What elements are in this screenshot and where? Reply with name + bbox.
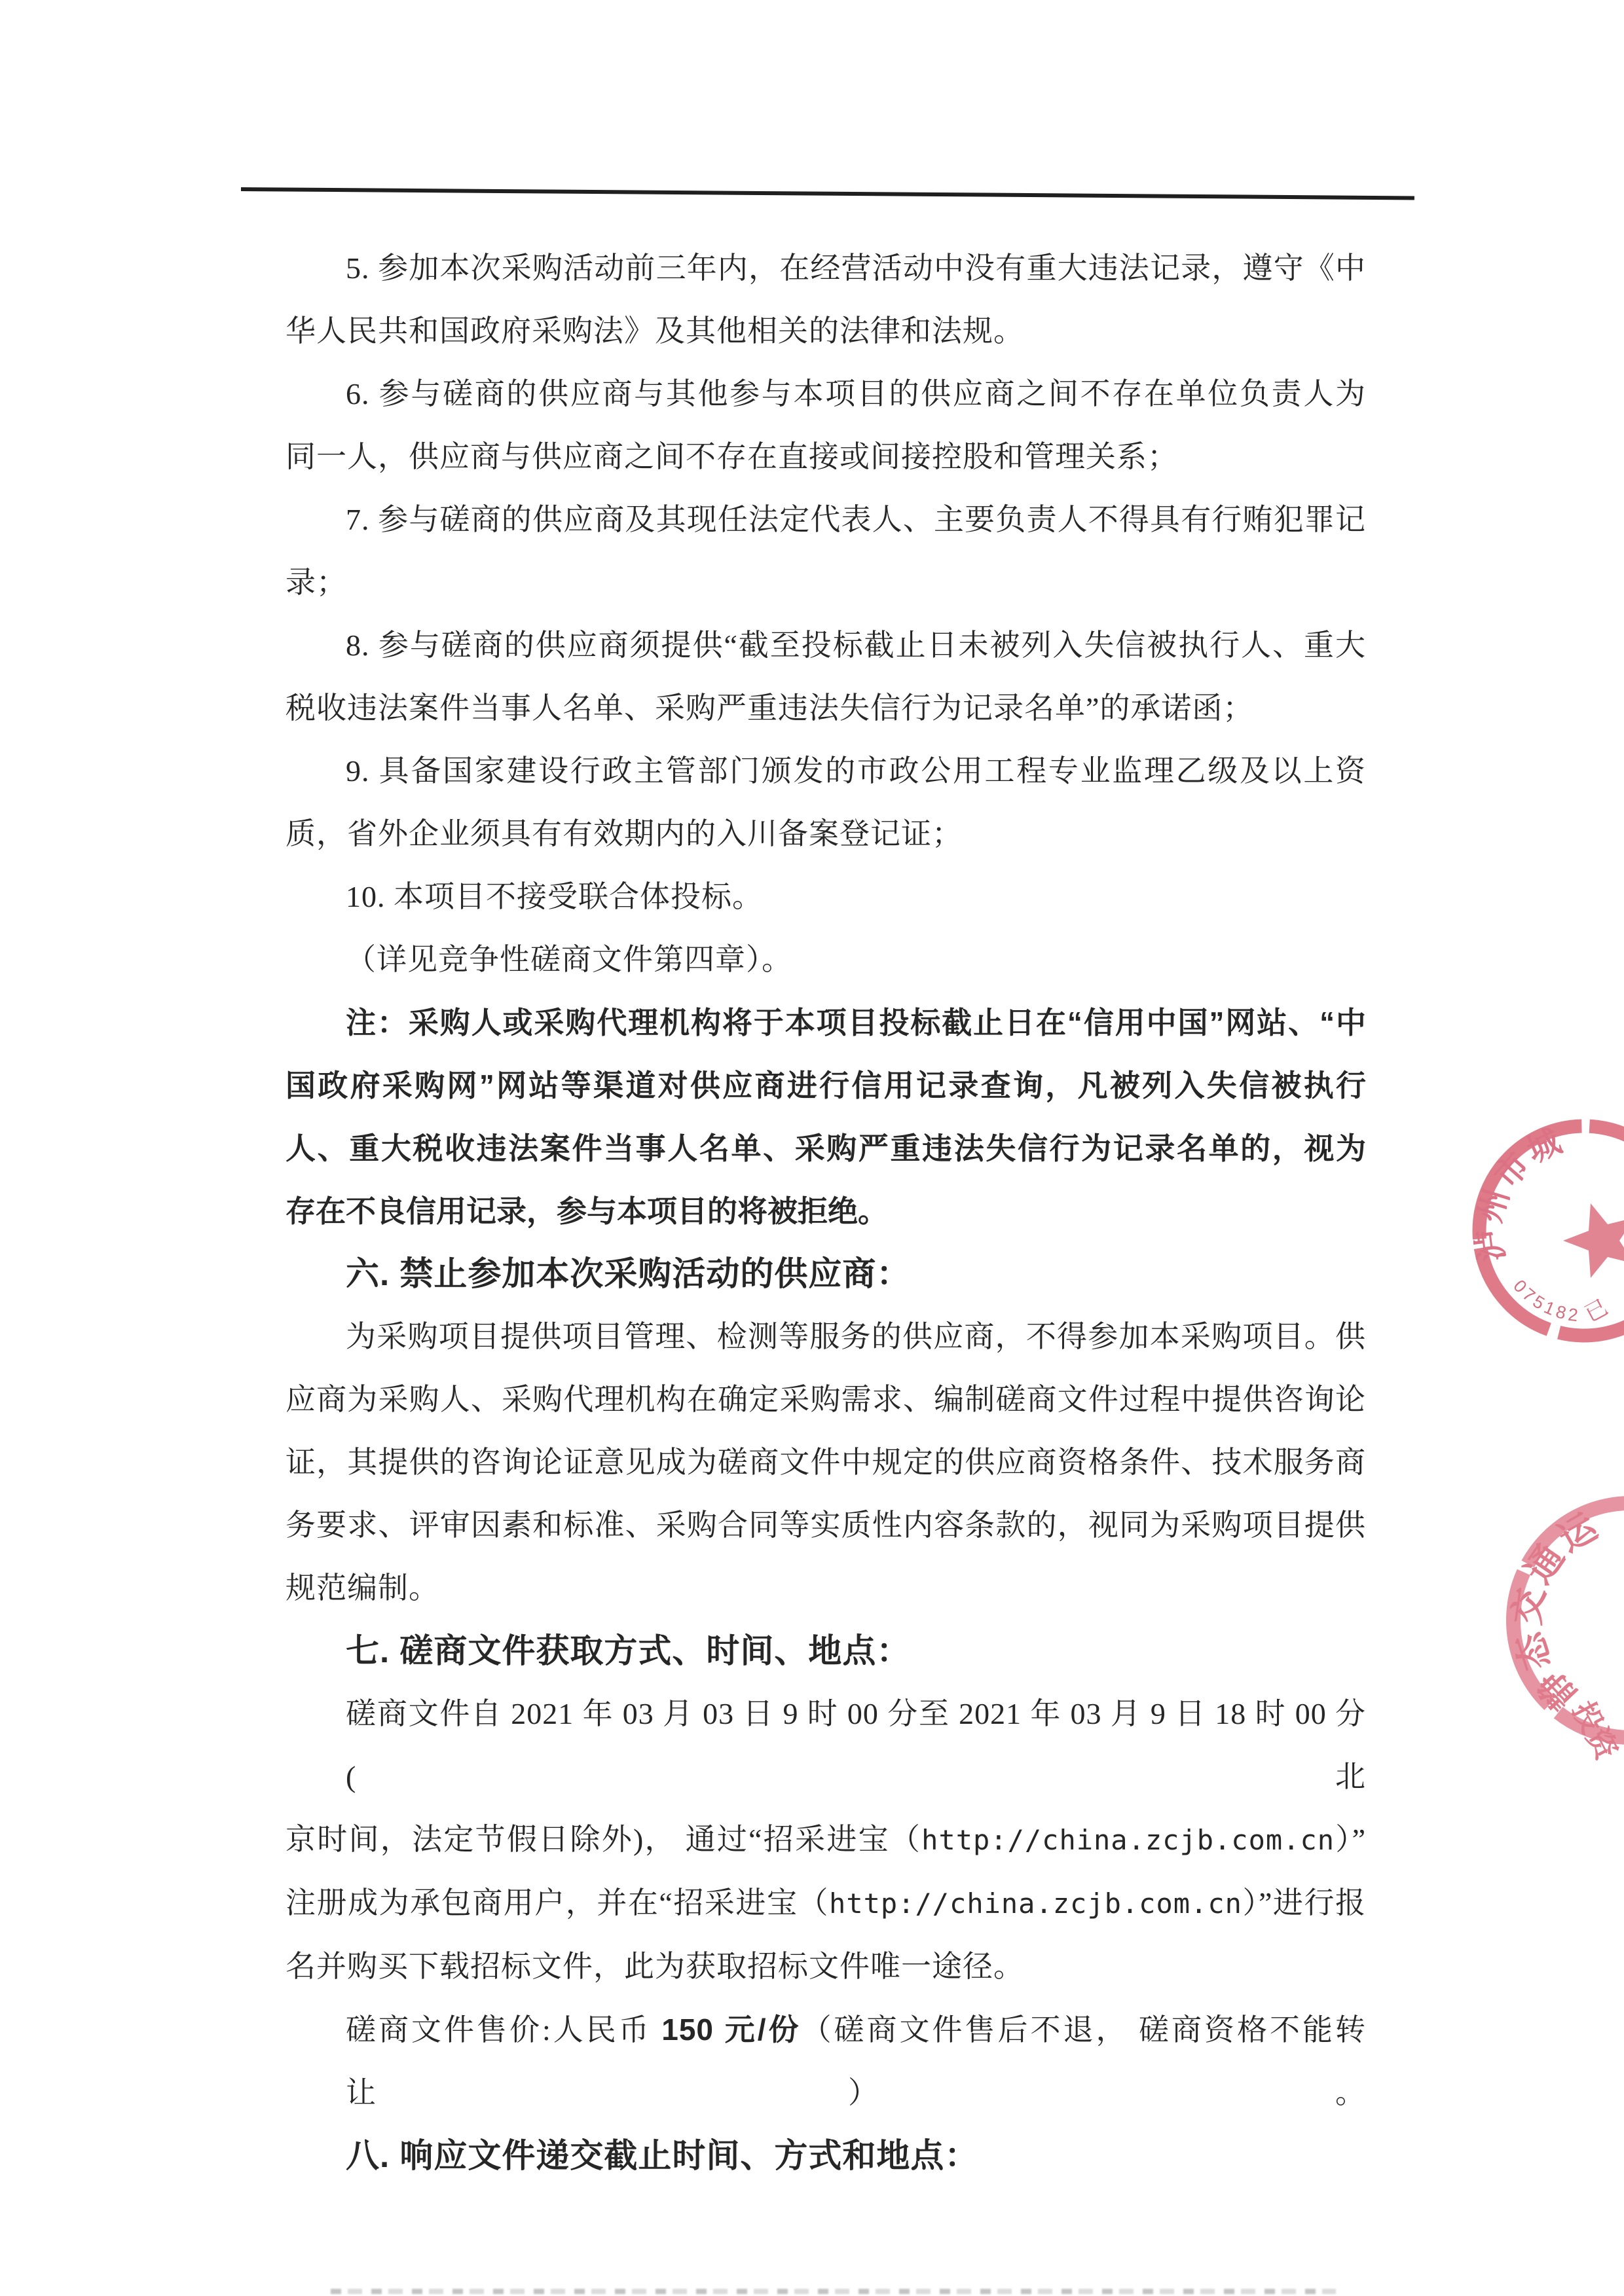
text-line: 5. 参加本次采购活动前三年内，在经营活动中没有重大违法记录，遵守《中 xyxy=(346,251,1366,285)
section-heading: 七. 磋商文件获取方式、时间、地点： xyxy=(346,1632,911,1669)
stamp-arc-text: 泸州市城 xyxy=(1469,1121,1569,1264)
text-line: 10. 本项目不接受联合体投标。 xyxy=(346,880,763,913)
text-line: 国政府采购网”网站等渠道对供应商进行信用记录查询，凡被列入失信被执行 xyxy=(286,1068,1366,1102)
stamp-arc-text: 静态交通运 xyxy=(1505,1504,1607,1718)
url-text: http://china.zcjb.com.cn xyxy=(829,1887,1242,1920)
stamp-ring xyxy=(1479,1126,1624,1336)
stamp-mark-glyph: 已 xyxy=(1580,1294,1612,1328)
stamp-serial-number: 075182 xyxy=(1509,1276,1583,1326)
text-segment: 注册成为承包商用户，并在“招采进宝（ xyxy=(286,1886,830,1920)
text-segment: ）”进行报 xyxy=(1242,1886,1366,1920)
text-line: 名并购买下载招标文件，此为获取招标文件唯一途径。 xyxy=(286,1950,1024,1983)
header-separator-line xyxy=(241,187,1414,200)
text-segment: 150 元/份 xyxy=(661,2013,802,2047)
text-line xyxy=(286,1872,1366,1935)
text-line xyxy=(286,1998,1366,2124)
text-line: 8. 参与磋商的供应商须提供“截至投标截止日未被列入失信被执行人、重大 xyxy=(346,629,1366,662)
stamp-ring xyxy=(1513,1503,1624,1738)
text-line: 注：采购人或采购代理机构将于本项目投标截止日在“信用中国”网站、“中 xyxy=(346,1006,1366,1040)
text-line: 同一人，供应商与供应商之间不存在直接或间接控股和管理关系； xyxy=(286,440,1178,473)
text-line: 证，其提供的咨询论证意见成为磋商文件中规定的供应商资格条件、技术服务商 xyxy=(286,1446,1366,1479)
text-line: 为采购项目提供项目管理、检测等服务的供应商，不得参加本采购项目。供 xyxy=(346,1320,1366,1353)
text-line: 华人民共和国政府采购法》及其他相关的法律和法规。 xyxy=(286,314,1024,348)
url-text: http://china.zcjb.com.cn xyxy=(921,1824,1335,1856)
section-heading: 八. 响应文件递交截止时间、方式和地点： xyxy=(346,2137,979,2174)
text-line: 务要求、评审因素和标准、采购合同等实质性内容条款的，视同为采购项目提供 xyxy=(286,1508,1366,1542)
stamp-star-icon xyxy=(1563,1203,1624,1278)
text-line: 7. 参与磋商的供应商及其现任法定代表人、主要负责人不得具有行贿犯罪记 xyxy=(346,503,1366,536)
text-segment: （磋商文件售后不退， 磋商资格不能转让）。 xyxy=(346,2013,1367,2109)
text-line xyxy=(286,1808,1366,1872)
text-line: 6. 参与磋商的供应商与其他参与本项目的供应商之间不存在单位负责人为 xyxy=(346,377,1366,410)
text-line: 应商为采购人、采购代理机构在确定采购需求、编制磋商文件过程中提供咨询论 xyxy=(286,1383,1366,1416)
text-segment: 京时间，法定节假日除外)， 通过“招采进宝（ xyxy=(286,1823,922,1856)
text-line: 存在不良信用记录，参与本项目的将被拒绝。 xyxy=(286,1194,888,1228)
stamp-seal-1 xyxy=(1470,1121,1624,1336)
section-heading: 六. 禁止参加本次采购活动的供应商： xyxy=(346,1255,911,1292)
text-line: 税收违法案件当事人名单、采购严重违法失信行为记录名单”的承诺函； xyxy=(286,691,1254,725)
text-line: 录； xyxy=(286,566,347,599)
text-segment: ）” xyxy=(1335,1823,1366,1856)
stamp-seal-2 xyxy=(1505,1503,1624,1766)
document-body xyxy=(286,237,1366,2187)
text-line: 9. 具备国家建设行政主管部门颁发的市政公用工程专业监理乙级及以上资 xyxy=(346,754,1366,788)
text-line: 磋商文件自 2021 年 03 月 03 日 9 时 00 分至 2021 年 03 月 9 日 18 时 00 分(北 xyxy=(346,1697,1366,1793)
text-line: 规范编制。 xyxy=(286,1571,439,1605)
text-line: 人、重大税收违法案件当事人名单、采购严重违法失信行为记录名单的，视为 xyxy=(286,1131,1366,1165)
cut-off-text-strip xyxy=(331,2289,1336,2294)
stamp-inner-text: 投资 xyxy=(1566,1696,1624,1765)
text-line: （详见竞争性磋商文件第四章）。 xyxy=(346,943,792,976)
text-line: 质，省外企业须具有有效期内的入川备案登记证； xyxy=(286,817,963,850)
text-segment: 磋商文件售价:人民币 xyxy=(346,2013,662,2047)
